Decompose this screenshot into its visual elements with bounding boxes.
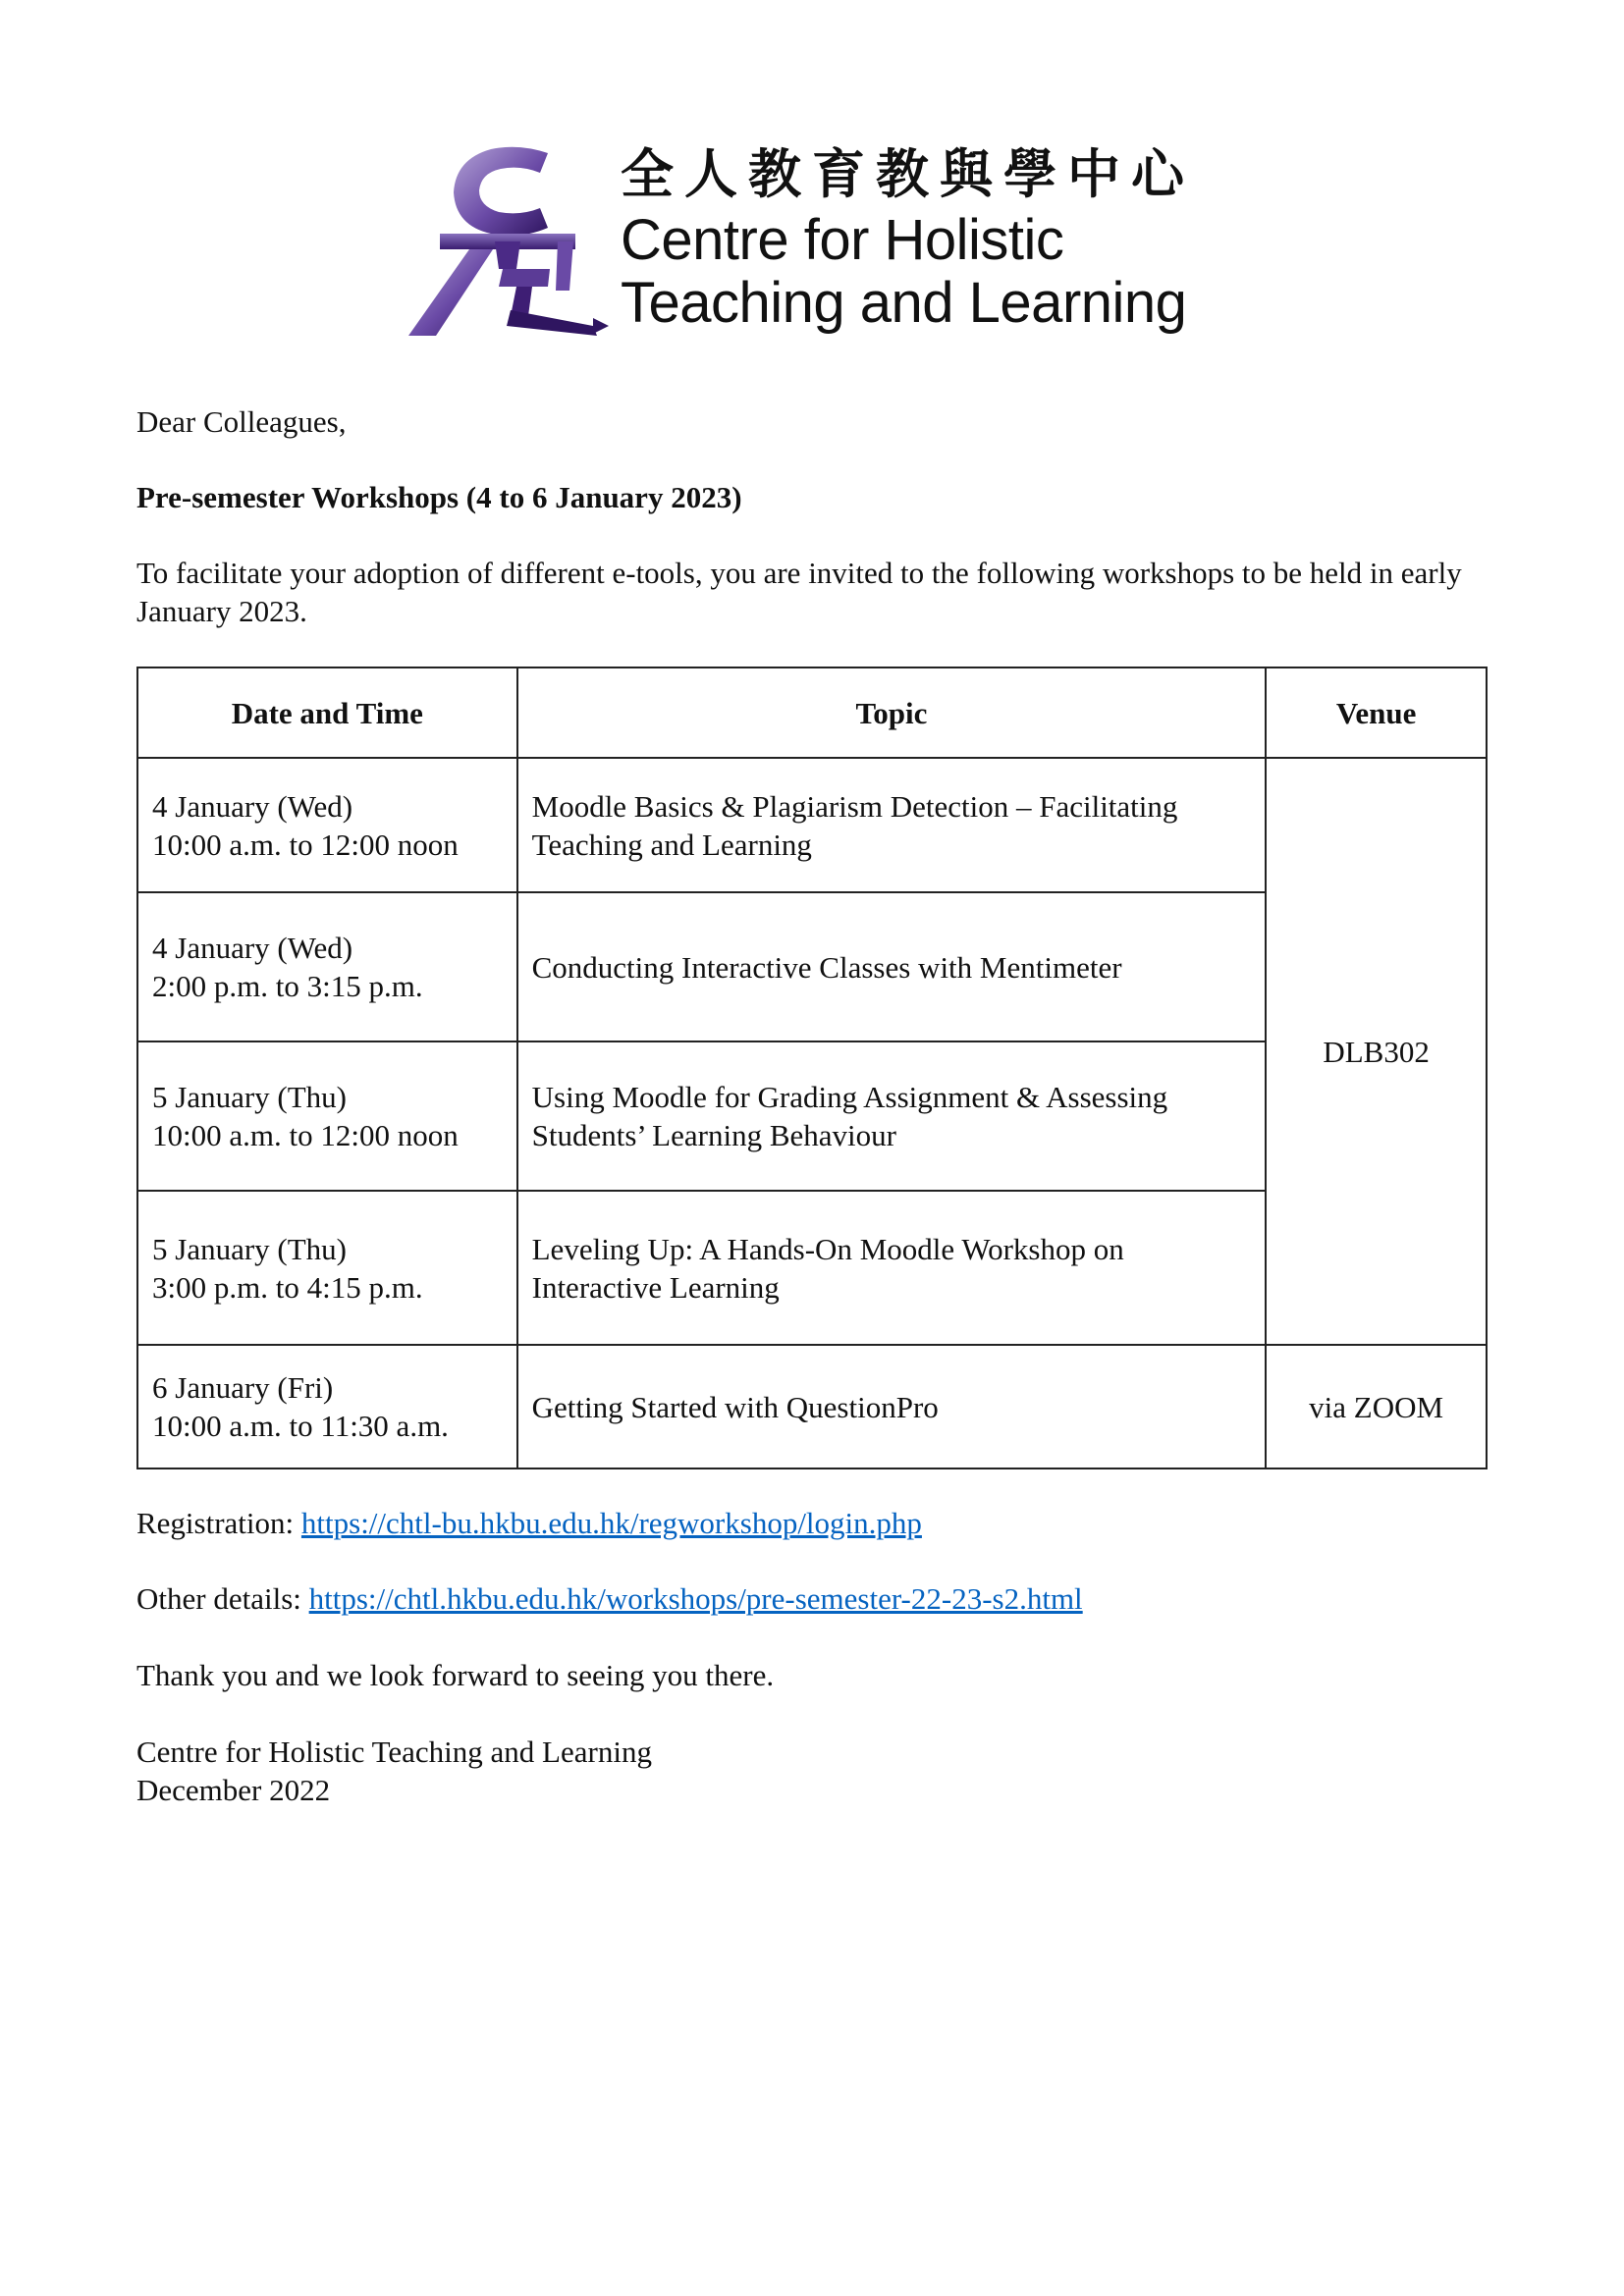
workshop-time: 10:00 a.m. to 12:00 noon (152, 827, 459, 862)
letter-subject: Pre-semester Workshops (4 to 6 January 2023) (136, 480, 742, 514)
other-details-label: Other details: (136, 1581, 309, 1616)
date-time-cell (137, 1191, 517, 1345)
intro-paragraph: To facilitate your adoption of different e-tools, you are invited to the following workshops to be held in early January 2023. (136, 556, 1470, 628)
registration-label: Registration: (136, 1506, 301, 1540)
closing-remark: Thank you and we look forward to seeing you there. (136, 1658, 775, 1692)
workshop-date: 5 January (Thu) (152, 1080, 347, 1114)
workshop-time: 10:00 a.m. to 12:00 noon (152, 1118, 459, 1152)
logo-english-line1: Centre for Holistic (621, 208, 1064, 272)
workshop-venue: DLB302 (1266, 758, 1487, 1345)
other-details-link[interactable]: https://chtl.hkbu.edu.hk/workshops/pre-semester-22-23-s2.html (308, 1581, 1083, 1616)
header-topic: Topic (517, 667, 1267, 758)
workshop-topic: Conducting Interactive Classes with Mentimeter (517, 892, 1267, 1041)
date-time-cell (137, 1345, 517, 1468)
workshop-date: 4 January (Wed) (152, 788, 353, 824)
workshop-date: 6 January (Fri) (152, 1370, 334, 1405)
header-venue: Venue (1266, 667, 1487, 758)
date-time-cell (137, 758, 517, 892)
workshop-topic: Leveling Up: A Hands-On Moodle Workshop on Interactive Learning (517, 1191, 1267, 1345)
table-header-row (137, 667, 1487, 758)
centre-logo (401, 143, 1219, 336)
salutation: Dear Colleagues, (136, 404, 347, 439)
signature-date: December 2022 (136, 1773, 331, 1807)
date-time-cell (137, 892, 517, 1041)
logo-english-line2: Teaching and Learning (621, 271, 1187, 335)
workshop-time: 2:00 p.m. to 3:15 p.m. (152, 969, 423, 1003)
table-row (137, 1345, 1487, 1468)
header-date-time: Date and Time (137, 667, 517, 758)
workshop-date: 5 January (Thu) (152, 1231, 347, 1266)
date-time-cell (137, 1041, 517, 1191)
workshop-venue: via ZOOM (1266, 1345, 1487, 1468)
signature-centre: Centre for Holistic Teaching and Learning (136, 1735, 652, 1769)
registration-link[interactable]: https://chtl-bu.hkbu.edu.hk/regworkshop/login.php (300, 1506, 922, 1540)
workshop-topic: Using Moodle for Grading Assignment & Assessing Students’ Learning Behaviour (517, 1041, 1267, 1191)
other-details-line (136, 1579, 1488, 1618)
registration-line (136, 1504, 1488, 1542)
workshop-time: 3:00 p.m. to 4:15 p.m. (152, 1269, 423, 1305)
workshop-schedule-table (136, 667, 1488, 1469)
workshop-topic: Getting Started with QuestionPro (517, 1345, 1267, 1468)
chtl-logo-mark-icon (401, 143, 609, 336)
logo-chinese-name: 全人教育教與學中心 (621, 143, 1195, 205)
workshop-topic: Moodle Basics & Plagiarism Detection – Facilitating Teaching and Learning (517, 758, 1267, 892)
workshop-date: 4 January (Wed) (152, 931, 353, 965)
table-row (137, 758, 1487, 892)
workshop-time: 10:00 a.m. to 11:30 a.m. (152, 1409, 449, 1443)
